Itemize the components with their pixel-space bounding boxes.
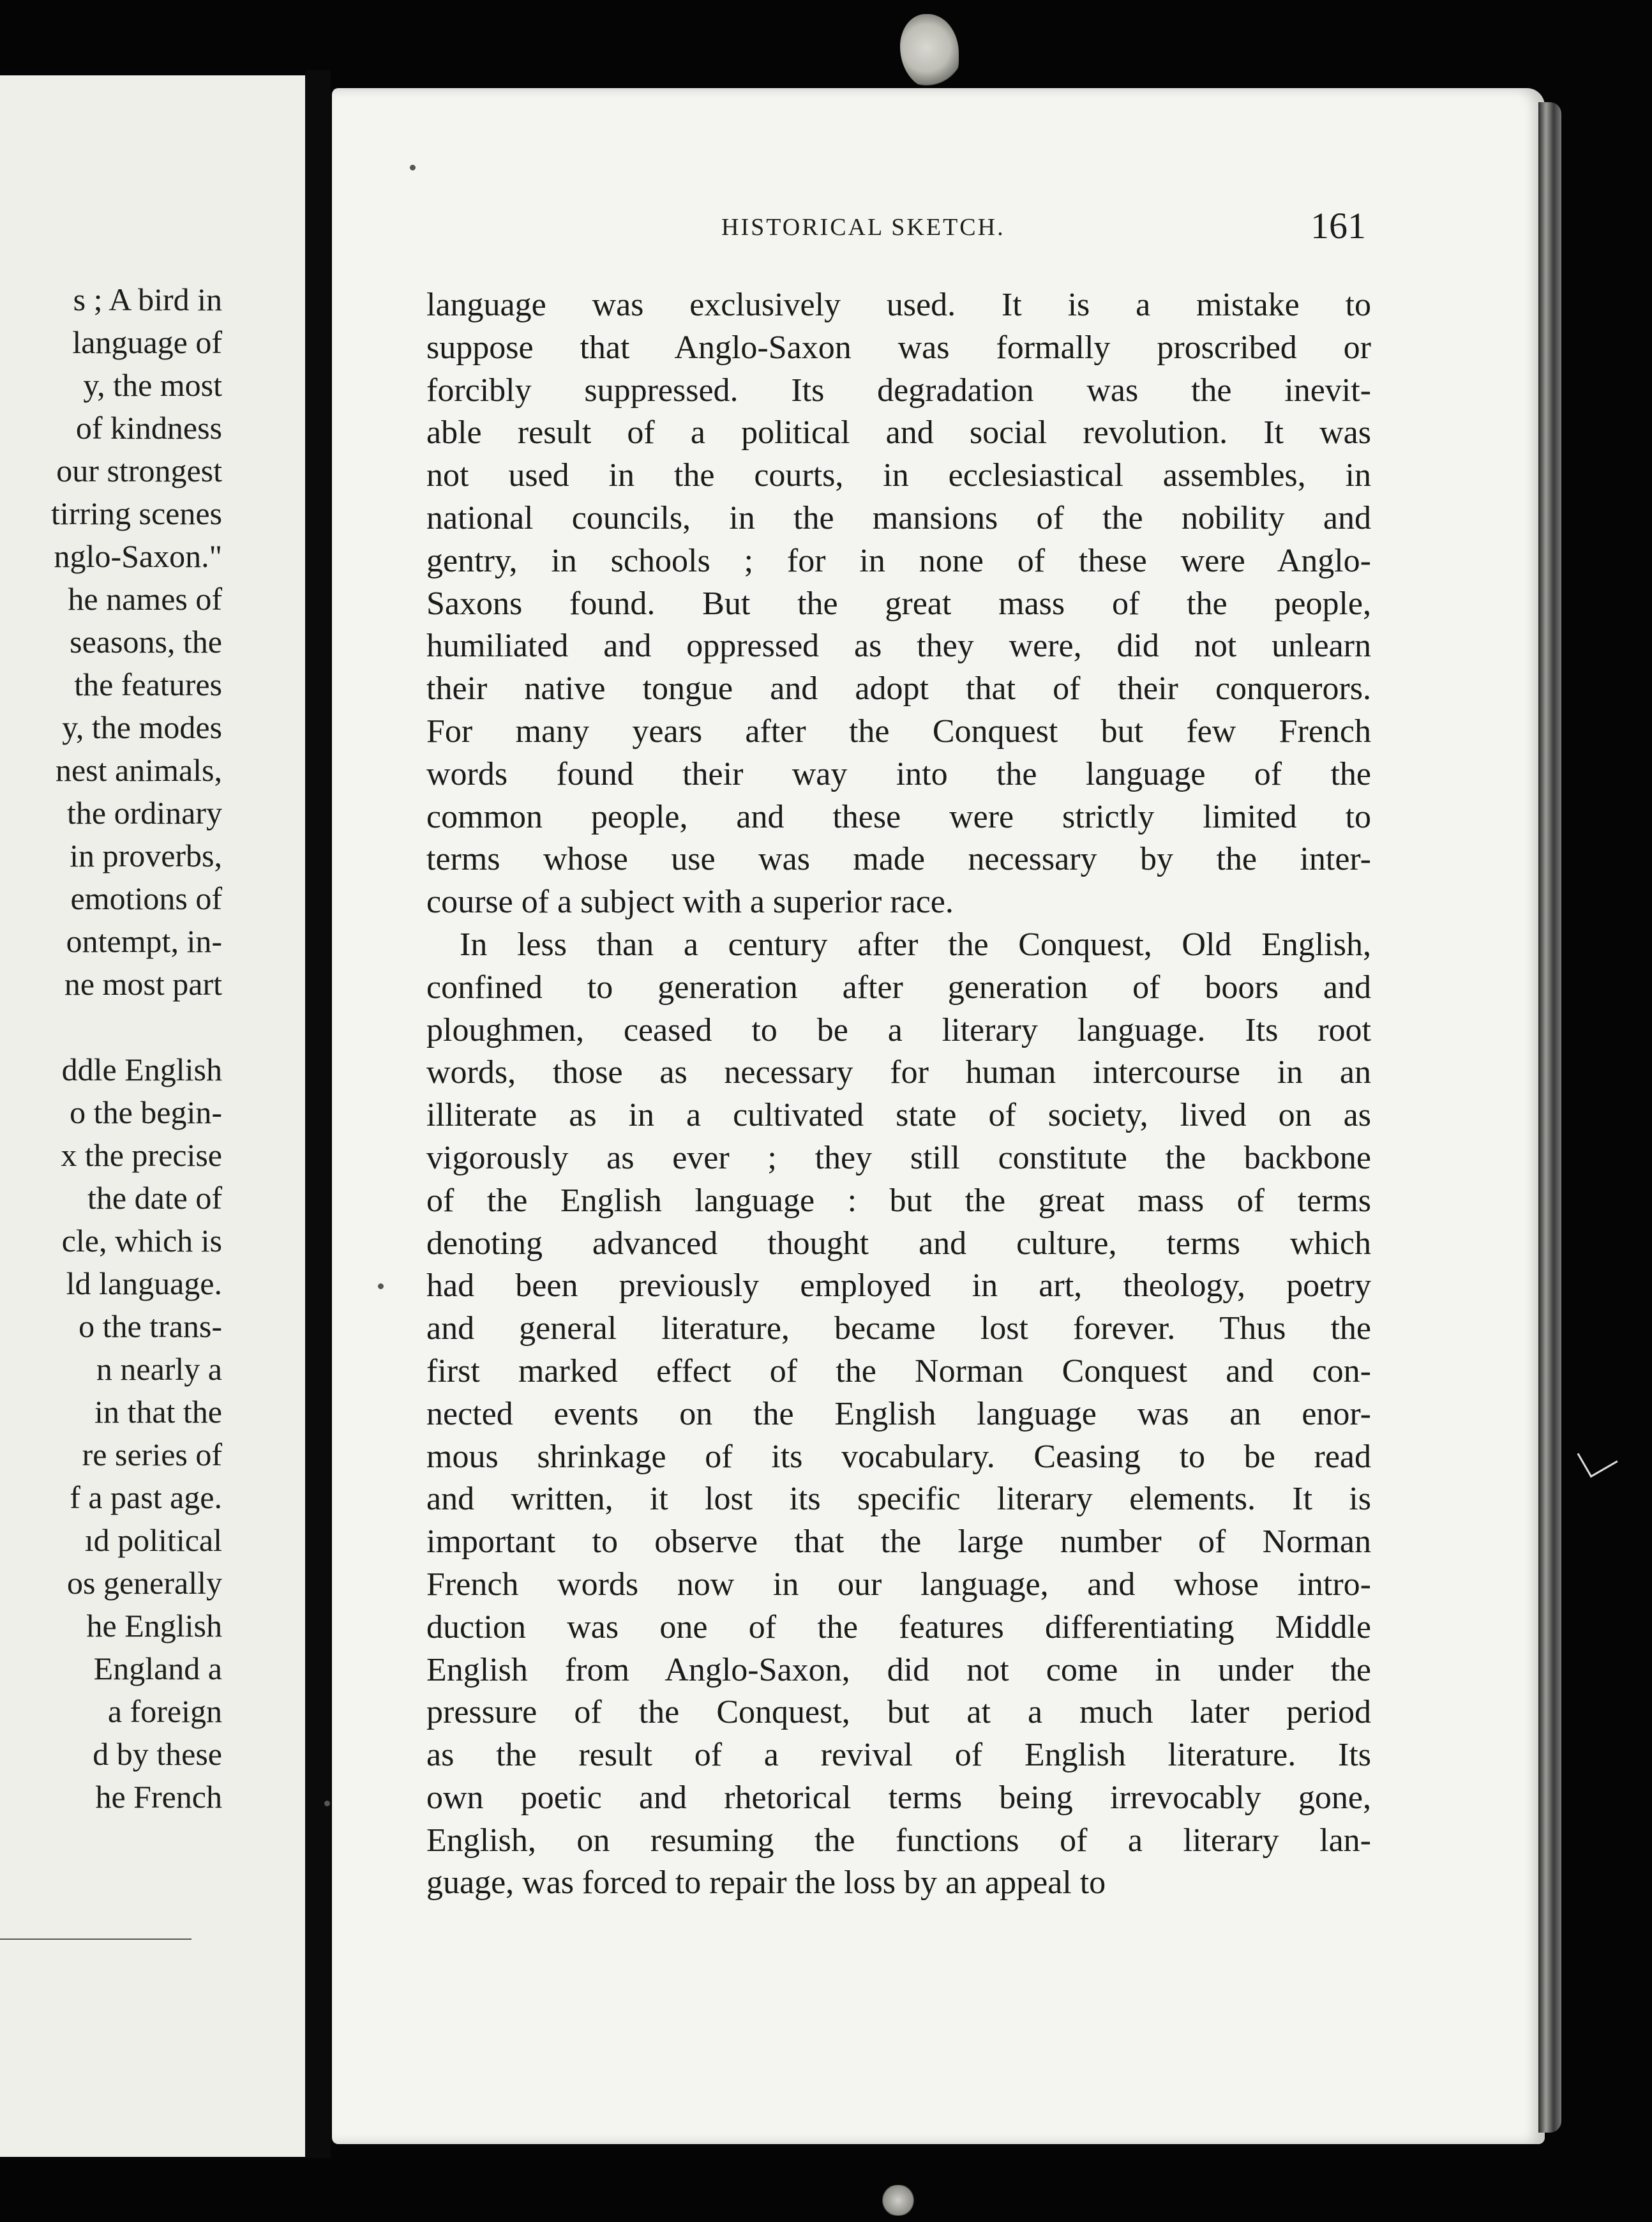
text-line: words, those as necessary for human intercourse in an [426, 1054, 1371, 1091]
left-page-fragment-line: ıd political [84, 1522, 222, 1558]
running-header [721, 204, 1366, 255]
left-page-fragment-line: nglo-Saxon." [54, 538, 222, 574]
text-line: vigorously as ever ; they still constitute the backbone [426, 1139, 1371, 1176]
ink-speck [324, 1801, 330, 1806]
left-page-fragment-line: in proverbs, [70, 838, 222, 873]
text-line: denoting advanced thought and culture, terms which [426, 1225, 1371, 1262]
text-line: nected events on the English language was an enor- [426, 1395, 1371, 1432]
left-page-fragment-line: ontempt, in- [66, 923, 222, 959]
left-page-fragment-line: d by these [93, 1736, 222, 1772]
page-stain-bottom [876, 2185, 920, 2216]
text-line: and written, it lost its specific literary elements. It is [426, 1481, 1371, 1518]
text-line: of the English language : but the great mass of terms [426, 1182, 1371, 1219]
left-page-fragment-line: n nearly a [96, 1351, 222, 1387]
left-page-fragment-line: our strongest [56, 453, 222, 488]
text-line: For many years after the Conquest but few French [426, 713, 1371, 750]
text-line: English from Anglo-Saxon, did not come in under the [426, 1651, 1371, 1688]
text-line: national councils, in the mansions of the nobility and [426, 499, 1371, 536]
left-page-fragment-line: language of [72, 324, 222, 360]
text-line: mous shrinkage of its vocabulary. Ceasing to be read [426, 1438, 1371, 1475]
left-page-fragment-line: o the trans- [79, 1308, 222, 1344]
left-page-fragment-line: a foreign [107, 1693, 222, 1729]
left-page-footnote-rule [0, 1939, 191, 1940]
body-text [426, 284, 1371, 1905]
text-line: Saxons found. But the great mass of the people, [426, 585, 1371, 622]
left-page-fragment-line: f a past age. [70, 1479, 222, 1515]
text-line: humiliated and oppressed as they were, did not unlearn [426, 628, 1371, 665]
text-line: illiterate as in a cultivated state of society, lived on as [426, 1097, 1371, 1134]
text-line: important to observe that the large number of Norman [426, 1523, 1371, 1561]
left-page [0, 75, 308, 2157]
left-page-fragment-line: re series of [82, 1437, 222, 1472]
left-page-fragment-line: of kindness [75, 410, 222, 446]
text-line: course of a subject with a superior race. [426, 884, 954, 921]
text-line: had been previously employed in art, theology, poetry [426, 1267, 1371, 1304]
left-page-fragment-line: ddle English [61, 1052, 222, 1087]
left-page-fragment-line [5, 1006, 222, 1048]
left-page-fragment-line: ne most part [64, 966, 222, 1002]
text-line: ploughmen, ceased to be a literary language. Its root [426, 1011, 1371, 1048]
left-page-fragment-line: s ; A bird in [73, 282, 222, 317]
margin-check-mark [1577, 1439, 1618, 1478]
text-line: French words now in our language, and whose intro- [426, 1566, 1371, 1603]
left-page-fragment-line: o the begin- [70, 1094, 222, 1130]
left-page-fragment-line: ld language. [66, 1266, 222, 1301]
left-page-fragment-line: cle, which is [61, 1223, 222, 1258]
text-line: English, on resuming the functions of a literary lan- [426, 1822, 1371, 1859]
text-line: pressure of the Conquest, but at a much later period [426, 1694, 1371, 1731]
left-page-fragment-line: he names of [68, 581, 222, 617]
text-line: their native tongue and adopt that of their conquerors. [426, 670, 1371, 707]
text-line: confined to generation after generation of boors and [426, 969, 1371, 1006]
left-page-fragment-line: x the precise [61, 1137, 222, 1173]
book-gutter [305, 70, 331, 2158]
running-head-title: HISTORICAL SKETCH. [721, 214, 1005, 241]
ink-speck [378, 1283, 384, 1289]
text-line: forcibly suppressed. Its degradation was the inevit- [426, 372, 1371, 409]
left-page-fragment-line: in that the [94, 1394, 222, 1430]
page-number: 161 [1310, 205, 1366, 246]
left-page-fragment-line: the ordinary [67, 795, 222, 831]
left-page-fragment-line: emotions of [70, 880, 222, 916]
left-page-text [5, 278, 222, 1939]
text-line: guage, was forced to repair the loss by an appeal to [426, 1864, 1106, 1901]
left-page-fragment-line: he French [95, 1779, 222, 1815]
text-line: as the result of a revival of English literature. Its [426, 1737, 1371, 1774]
text-line: In less than a century after the Conquest, Old English, [460, 926, 1371, 963]
text-line: first marked effect of the Norman Conquest and con- [426, 1352, 1371, 1389]
page-edge [1538, 102, 1561, 2133]
text-line: able result of a political and social revolution. It was [426, 414, 1371, 451]
left-page-fragment-line: os generally [67, 1565, 222, 1601]
text-line: suppose that Anglo-Saxon was formally proscribed or [426, 329, 1371, 366]
left-page-fragment-line: he English [86, 1608, 222, 1644]
left-page-fragment-line: the date of [87, 1180, 222, 1216]
text-line: own poetic and rhetorical terms being irrevocably gone, [426, 1779, 1371, 1816]
left-page-fragment-line: y, the most [83, 367, 222, 403]
left-page-fragment-line: nest animals, [55, 752, 222, 788]
page-stain-top [900, 14, 959, 89]
text-line: not used in the courts, in ecclesiastical assembles, in [426, 457, 1371, 494]
left-page-fragment-line: y, the modes [62, 709, 222, 745]
left-page-fragment-line: seasons, the [70, 624, 222, 660]
text-line: terms whose use was made necessary by the inter- [426, 841, 1371, 878]
ink-speck [410, 165, 416, 170]
text-line: duction was one of the features differentiating Middle [426, 1608, 1371, 1645]
left-page-fragment-line: tirring scenes [51, 495, 222, 531]
left-page-fragment-line: the features [74, 667, 222, 702]
text-line: common people, and these were strictly limited to [426, 798, 1371, 835]
text-line: and general literature, became lost forever. Thus the [426, 1310, 1371, 1347]
text-line: language was exclusively used. It is a mistake to [426, 287, 1371, 323]
left-page-fragment-line: England a [93, 1651, 222, 1686]
text-line: words found their way into the language of the [426, 755, 1371, 792]
text-line: gentry, in schools ; for in none of these were Anglo- [426, 542, 1371, 579]
